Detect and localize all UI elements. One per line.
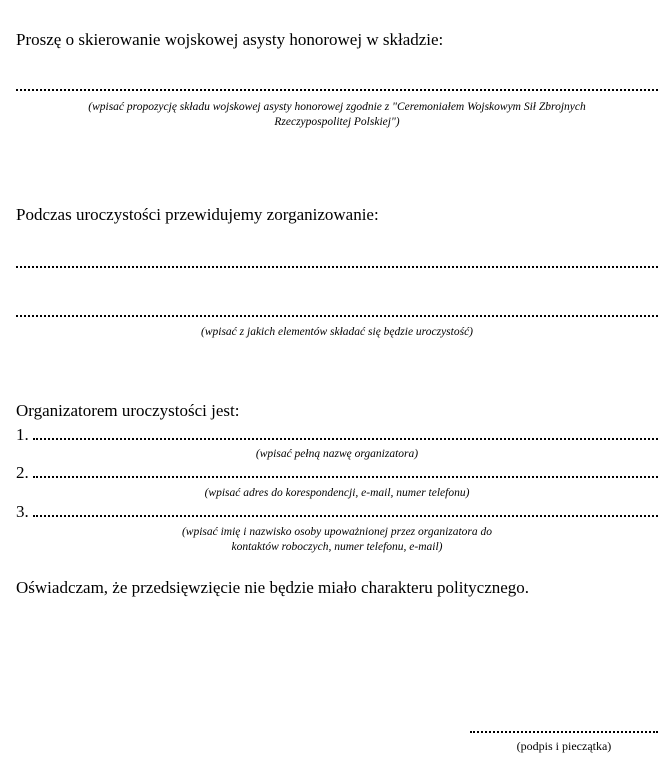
ceremony-elements-heading: Podczas uroczystości przewidujemy zorganizowanie: <box>16 205 379 224</box>
non-political-declaration: Oświadczam, że przedsięwzięcie nie będzie miało charakteru politycznego. <box>16 578 530 597</box>
organizer-item-number: 1. <box>16 425 29 444</box>
signature-field[interactable] <box>470 728 658 733</box>
organizer-item-number: 3. <box>16 502 29 521</box>
honor-guard-request-heading: Proszę o skierowanie wojskowej asysty honorowej w składzie: <box>16 30 444 49</box>
organizer-address-row <box>16 463 658 483</box>
ceremony-elements-field-2[interactable] <box>16 312 658 317</box>
organizer-contact-field[interactable] <box>33 512 658 517</box>
organizer-name-row <box>16 425 658 445</box>
organizer-address-hint: (wpisać adres do korespondencji, e-mail, numer telefonu) <box>204 487 470 499</box>
organizer-name-hint: (wpisać pełną nazwę organizatora) <box>255 448 419 460</box>
honor-guard-hint-line-2: Rzeczypospolitej Polskiej") <box>274 116 400 128</box>
organizer-contact-row <box>16 502 658 522</box>
ceremony-elements-field-1[interactable] <box>16 263 658 268</box>
signature-label: (podpis i pieczątka) <box>516 739 612 753</box>
honor-guard-hint-line-1: (wpisać propozycję składu wojskowej asysty honorowej zgodnie z "Ceremoniałem Wojskowym Sił Zbrojnych <box>88 101 586 113</box>
organizer-name-field[interactable] <box>33 435 658 440</box>
honor-guard-composition-field[interactable] <box>16 86 658 91</box>
organizer-address-field[interactable] <box>33 473 658 478</box>
organizer-item-number: 2. <box>16 463 29 482</box>
organizer-contact-hint-line-2: kontaktów roboczych, numer telefonu, e-mail) <box>231 541 443 553</box>
organizer-contact-hint-line-1: (wpisać imię i nazwisko osoby upoważnionej przez organizatora do <box>181 526 493 538</box>
organizer-heading: Organizatorem uroczystości jest: <box>16 401 240 420</box>
ceremony-elements-hint: (wpisać z jakich elementów składać się będzie uroczystość) <box>201 326 473 338</box>
